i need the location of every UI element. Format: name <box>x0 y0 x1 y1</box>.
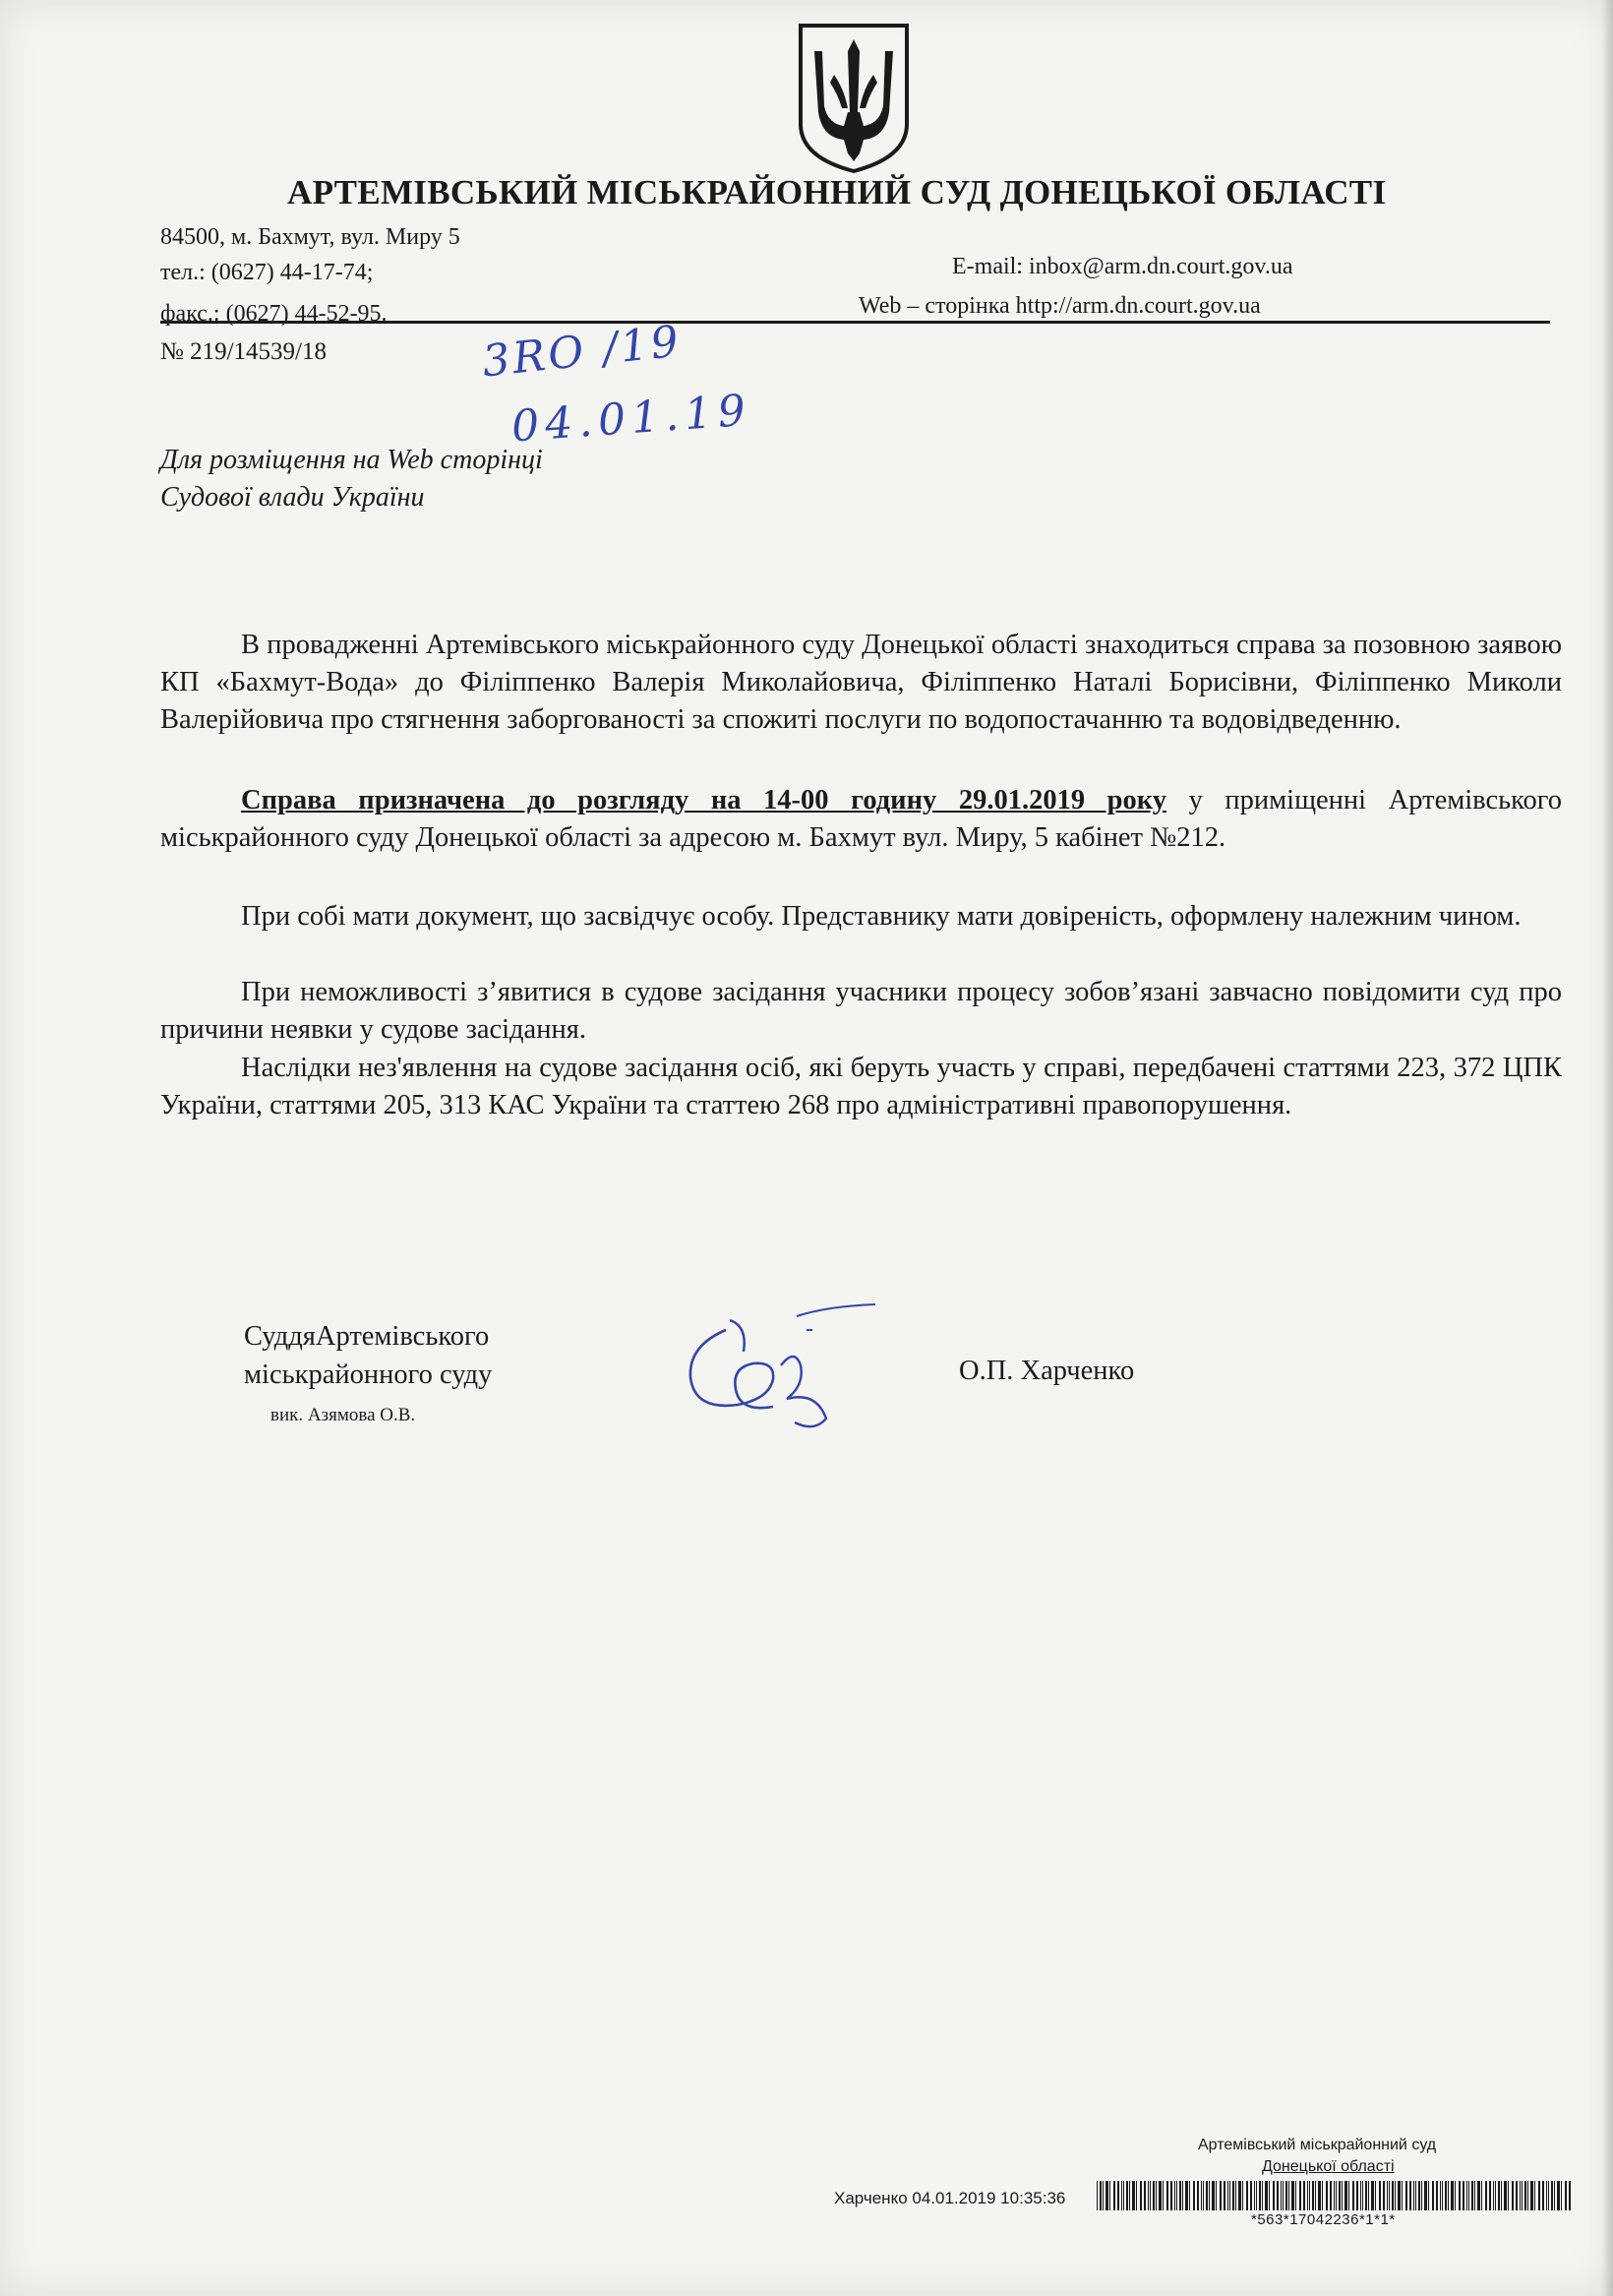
body-paragraph-4: При неможливості з’явитися в судове засідання учасники процесу зобов’язані завчасно повідомити суд про причини неявки у судове засідання. <box>160 977 1562 1045</box>
court-title: АРТЕМІВСЬКИЙ МІСЬКРАЙОННИЙ СУД ДОНЕЦЬКОЇ ОБЛАСТІ <box>287 173 1387 211</box>
court-email: E-mail: inbox@arm.dn.court.gov.ua <box>952 254 1293 279</box>
scan-edge <box>1601 0 1613 2296</box>
footer-court-line-1: Артемівський міськрайонний суд <box>1198 2137 1437 2153</box>
destination-line-1: Для розміщення на Web сторінці <box>160 445 543 475</box>
handwritten-signature <box>679 1297 915 1434</box>
court-phone: тел.: (0627) 44-17-74; <box>160 260 374 285</box>
footer-court-line-2: Донецької області <box>1262 2158 1395 2175</box>
barcode-icon <box>1095 2181 1577 2210</box>
court-address: 84500, м. Бахмут, вул. Миру 5 <box>160 224 460 250</box>
coat-of-arms-trident-icon <box>795 22 913 175</box>
body-paragraph-3: При собі мати документ, що засвідчує особу. Представнику мати довіреність, оформлену належним чином. <box>241 901 1522 932</box>
registration-number: № 219/14539/18 <box>160 338 327 365</box>
footer-user-stamp: Харченко 04.01.2019 10:35:36 <box>834 2189 1066 2207</box>
handwritten-note-2: 04.01.19 <box>509 385 753 453</box>
barcode-code: *563*17042236*1*1* <box>1251 2211 1396 2228</box>
handwritten-note-1: 3RO /19 <box>479 316 685 388</box>
hearing-date-emphasis: Справа призначена до розгляду на 14-00 годину 29.01.2019 року <box>241 785 1167 816</box>
header-rule <box>160 321 1550 324</box>
destination-line-2: Судової влади України <box>160 482 425 513</box>
body-paragraph-2: Справа призначена до розгляду на 14-00 годину 29.01.2019 року у приміщенні Артемівського міськрайонного суду Донецької області за адресою м. Бахмут вул. Миру, 5 кабінет №212. <box>160 785 1562 853</box>
signature-title-line-2: міськрайонного суду <box>244 1359 493 1390</box>
signature-title-line-1: СуддяАртемівського <box>244 1321 490 1352</box>
body-paragraph-1: В провадженні Артемівського міськрайонного суду Донецької області знаходиться справа за позовною заявою КП «Бахмут-Вода» до Філіппенко Валерія Миколайовича, Філіппенко Наталі Борисівни, Філіппенко Миколи Валерійовича про стягнення заборгованості за спожиті послуги по водопостачанню та водовідведенню. <box>160 630 1562 735</box>
court-fax: факс.: (0627) 44-52-95. <box>160 301 388 327</box>
executor-name: вик. Азямова О.В. <box>270 1405 416 1425</box>
body-paragraph-5: Наслідки нез'явлення на судове засідання осіб, які беруть участь у справі, передбачені статтями 223, 372 ЦПК України, статтями 205, 313 КАС України та статтею 268 про адміністративні правопорушення. <box>160 1053 1562 1120</box>
court-website: Web – сторінка http://arm.dn.court.gov.ua <box>859 293 1261 319</box>
judge-name: О.П. Харченко <box>959 1356 1135 1386</box>
